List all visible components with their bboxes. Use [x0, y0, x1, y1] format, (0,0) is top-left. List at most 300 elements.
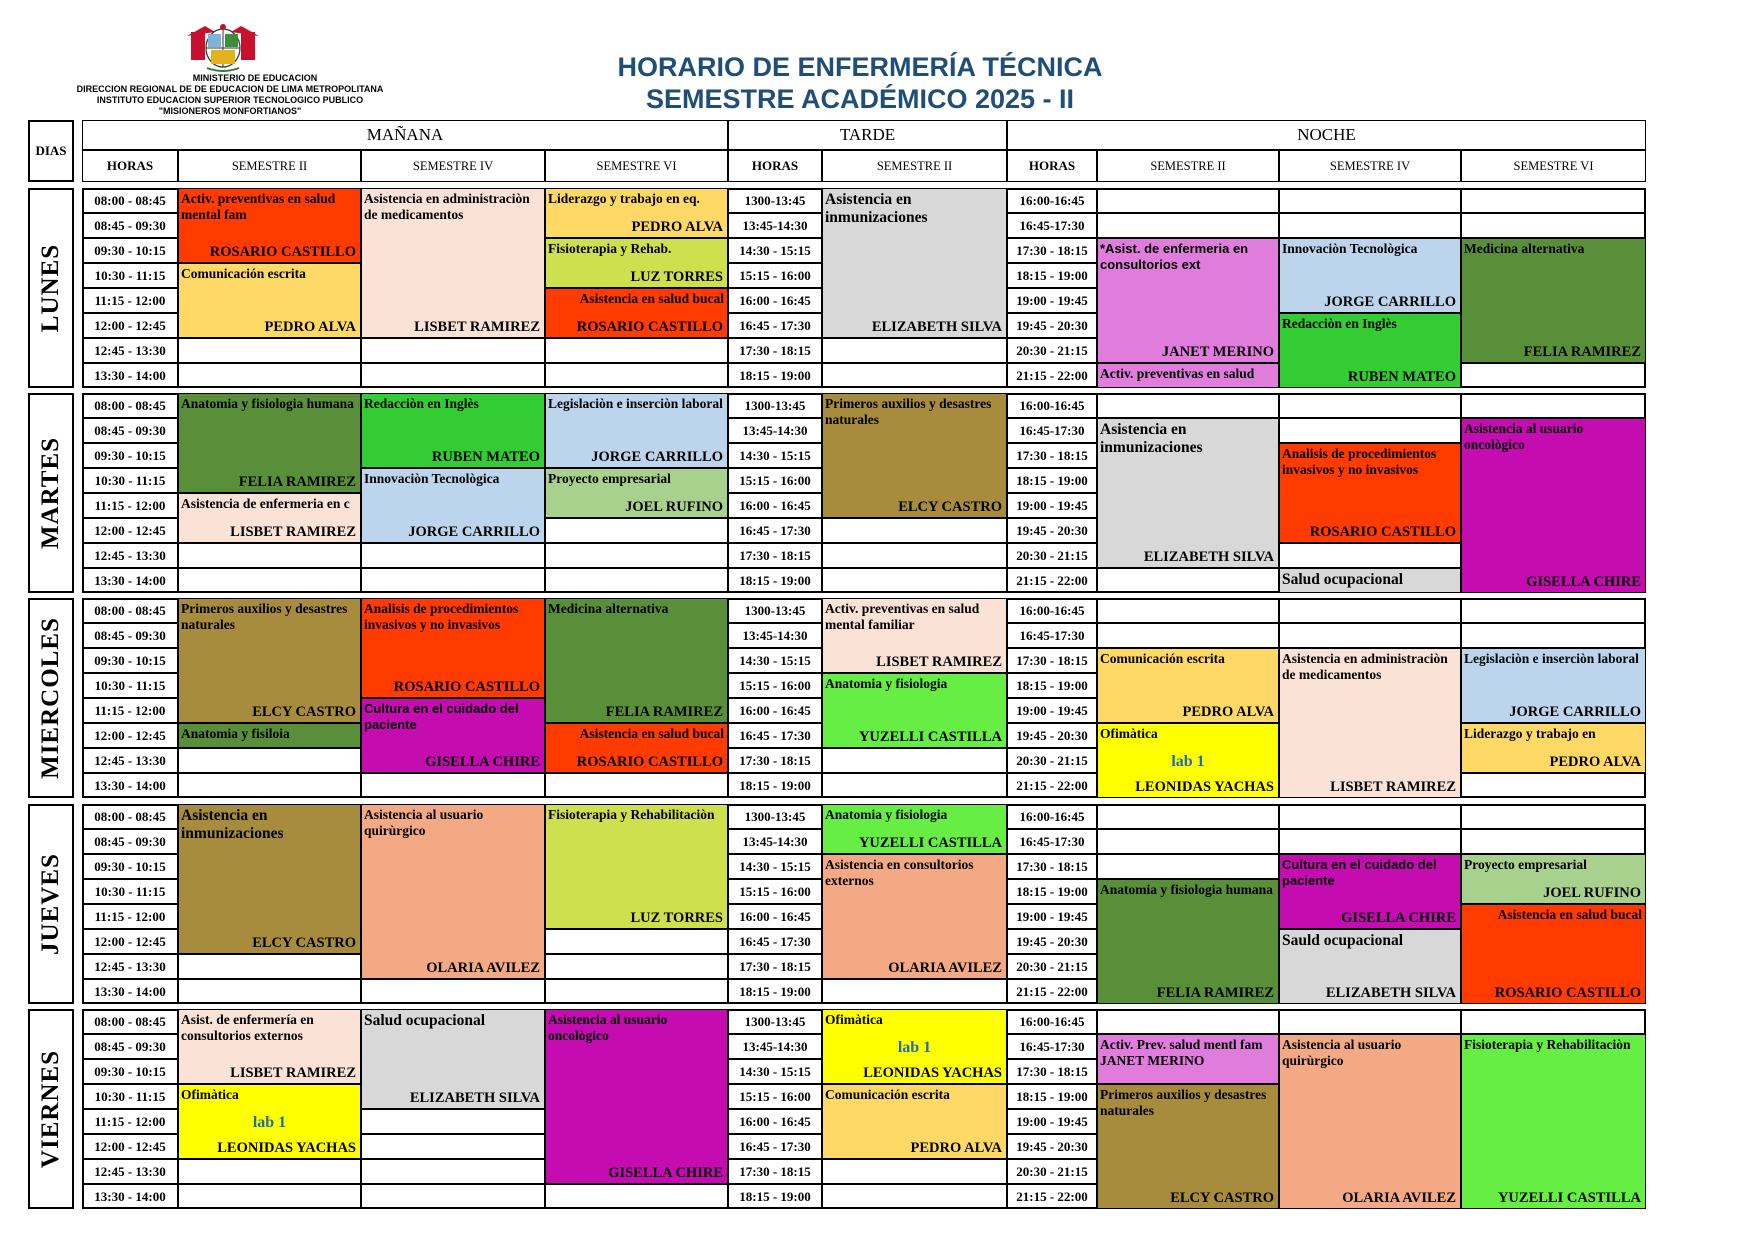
empty-slot[interactable] [361, 1109, 545, 1134]
empty-slot[interactable] [822, 543, 1007, 568]
time-cell-manana: 09:30 - 10:15 [82, 648, 178, 673]
day-label-jueves [28, 804, 74, 1004]
empty-slot[interactable] [361, 568, 545, 593]
time-cell-tarde: 15:15 - 16:00 [728, 468, 822, 493]
time-cell-tarde: 17:30 - 18:15 [728, 338, 822, 363]
time-cell-manana: 12:45 - 13:30 [82, 748, 178, 773]
class-subject: Asistencia al usuario oncològico [548, 1012, 668, 1043]
class-block[interactable] [1097, 1084, 1279, 1209]
empty-slot[interactable] [822, 773, 1007, 798]
empty-slot[interactable] [822, 979, 1007, 1004]
class-block[interactable] [1461, 723, 1646, 773]
day-label-text: MARTES [37, 436, 64, 550]
class-teacher: LISBET RAMIREZ [230, 1065, 356, 1081]
class-subject: Asistencia de enfermeria en c [181, 496, 350, 511]
time-cell-tarde: 16:00 - 16:45 [728, 1109, 822, 1134]
time-cell-tarde: 16:45 - 17:30 [728, 1134, 822, 1159]
empty-slot[interactable] [1461, 598, 1646, 623]
time-cell-manana: 09:30 - 10:15 [82, 854, 178, 879]
empty-slot[interactable] [361, 773, 545, 798]
page-subtitle: SEMESTRE ACADÉMICO 2025 - II [645, 84, 1075, 114]
empty-slot[interactable] [1097, 854, 1279, 879]
empty-slot[interactable] [822, 1184, 1007, 1209]
class-block[interactable] [822, 598, 1007, 673]
class-block[interactable] [1279, 648, 1461, 798]
class-subject: Activ. preventivas en salud mental familiar [825, 601, 980, 632]
empty-slot[interactable] [1097, 829, 1279, 854]
class-block[interactable] [1097, 648, 1279, 723]
time-cell-tarde: 16:45 - 17:30 [728, 723, 822, 748]
time-cell-noche: 19:00 - 19:45 [1007, 904, 1097, 929]
empty-slot[interactable] [545, 363, 728, 388]
school-name-label: "MISIONEROS MONFORTIANOS" [158, 106, 302, 116]
time-cell-tarde: 17:30 - 18:15 [728, 543, 822, 568]
empty-slot[interactable] [178, 748, 361, 773]
day-label-text: VIERNES [37, 1049, 64, 1169]
time-cell-tarde: 13:45-14:30 [728, 1034, 822, 1059]
horas-header-tarde: HORAS [728, 150, 822, 182]
time-cell-manana: 13:30 - 14:00 [82, 773, 178, 798]
empty-slot[interactable] [822, 1159, 1007, 1184]
class-subject: Asistencia al usuario quirùrgico [1282, 1037, 1402, 1068]
empty-slot[interactable] [1461, 773, 1646, 798]
empty-slot[interactable] [178, 363, 361, 388]
class-teacher: OLARIA AVILEZ [426, 960, 540, 976]
class-block[interactable] [178, 1009, 361, 1084]
time-cell-manana: 08:00 - 08:45 [82, 393, 178, 418]
empty-slot[interactable] [545, 1184, 728, 1209]
time-cell-tarde: 15:15 - 16:00 [728, 263, 822, 288]
class-block[interactable] [361, 468, 545, 543]
class-block[interactable] [545, 1009, 728, 1184]
empty-slot[interactable] [1461, 804, 1646, 829]
class-teacher: PEDRO ALVA [910, 1140, 1002, 1156]
class-teacher: ROSARIO CASTILLO [1309, 524, 1456, 540]
time-cell-noche: 17:30 - 18:15 [1007, 443, 1097, 468]
empty-slot[interactable] [545, 518, 728, 543]
class-teacher: ELCY CASTRO [1170, 1190, 1274, 1206]
time-cell-manana: 12:00 - 12:45 [82, 518, 178, 543]
class-block[interactable] [1097, 418, 1279, 568]
time-cell-tarde: 15:15 - 16:00 [728, 1084, 822, 1109]
class-subject: Analisis de procedimientos invasivos y no invasivos [1282, 446, 1437, 477]
ministry-label: MINISTERIO DE EDUCACION [192, 73, 318, 83]
class-block[interactable] [178, 188, 361, 263]
sem2-header-tarde: SEMESTRE II [822, 150, 1007, 182]
time-cell-manana: 11:15 - 12:00 [82, 904, 178, 929]
day-label-text: LUNES [37, 243, 64, 333]
class-block[interactable] [545, 288, 728, 338]
empty-slot[interactable] [178, 954, 361, 979]
time-cell-tarde: 1300-13:45 [728, 598, 822, 623]
time-cell-manana: 13:30 - 14:00 [82, 363, 178, 388]
class-subject: Asistencia en salud bucal [579, 291, 724, 306]
time-cell-noche: 19:45 - 20:30 [1007, 518, 1097, 543]
time-cell-manana: 10:30 - 11:15 [82, 263, 178, 288]
time-cell-noche: 20:30 - 21:15 [1007, 1159, 1097, 1184]
day-label-text: MIERCOLES [37, 617, 64, 779]
time-cell-tarde: 13:45-14:30 [728, 213, 822, 238]
class-subject: Activ. preventivas en salud [1100, 366, 1255, 381]
empty-slot[interactable] [822, 748, 1007, 773]
class-block[interactable] [1097, 1034, 1279, 1084]
class-teacher: ROSARIO CASTILLO [393, 679, 540, 695]
time-cell-noche: 19:45 - 20:30 [1007, 929, 1097, 954]
class-block[interactable] [361, 188, 545, 338]
class-block[interactable] [1097, 363, 1279, 388]
class-block[interactable] [545, 393, 728, 468]
class-teacher: FELIA RAMIREZ [605, 704, 723, 720]
empty-slot[interactable] [361, 979, 545, 1004]
class-block[interactable] [361, 393, 545, 468]
class-subject: Asistencia en administraciòn de medicamentos [364, 191, 530, 222]
empty-slot[interactable] [1279, 804, 1461, 829]
class-teacher: LEONIDAS YACHAS [1135, 779, 1274, 795]
time-cell-noche: 16:45-17:30 [1007, 213, 1097, 238]
empty-slot[interactable] [545, 543, 728, 568]
class-block[interactable] [1461, 238, 1646, 363]
empty-slot[interactable] [1097, 623, 1279, 648]
class-teacher: ROSARIO CASTILLO [576, 319, 723, 335]
class-subject: Primeros auxilios y desastres naturales [1100, 1087, 1267, 1118]
class-block[interactable] [361, 1009, 545, 1109]
class-teacher: FELIA RAMIREZ [1523, 344, 1641, 360]
time-cell-tarde: 16:00 - 16:45 [728, 698, 822, 723]
class-teacher: GISELLA CHIRE [1526, 574, 1641, 590]
time-cell-noche: 19:45 - 20:30 [1007, 313, 1097, 338]
class-teacher: ELIZABETH SILVA [1143, 549, 1274, 565]
time-cell-manana: 08:45 - 09:30 [82, 829, 178, 854]
class-subject: Redacciòn en Inglès [1282, 316, 1397, 331]
time-cell-tarde: 16:45 - 17:30 [728, 929, 822, 954]
empty-slot[interactable] [1461, 829, 1646, 854]
time-cell-manana: 10:30 - 11:15 [82, 673, 178, 698]
class-subject: Anatomia y fisiologia [825, 676, 948, 691]
class-block[interactable] [178, 1084, 361, 1159]
time-cell-noche: 16:00-16:45 [1007, 188, 1097, 213]
class-teacher: ELIZABETH SILVA [871, 319, 1002, 335]
class-teacher: OLARIA AVILEZ [888, 960, 1002, 976]
time-cell-tarde: 16:45 - 17:30 [728, 313, 822, 338]
class-subject: Analisis de procedimientos invasivos y no invasivos [364, 601, 519, 632]
class-block[interactable] [1279, 568, 1461, 593]
time-cell-manana: 09:30 - 10:15 [82, 443, 178, 468]
time-cell-manana: 08:00 - 08:45 [82, 804, 178, 829]
empty-slot[interactable] [1279, 1009, 1461, 1034]
time-cell-manana: 10:30 - 11:15 [82, 879, 178, 904]
empty-slot[interactable] [1097, 393, 1279, 418]
empty-slot[interactable] [1279, 829, 1461, 854]
empty-slot[interactable] [1097, 1009, 1279, 1034]
class-teacher: ROSARIO CASTILLO [576, 754, 723, 770]
empty-slot[interactable] [1279, 418, 1461, 443]
time-cell-tarde: 13:45-14:30 [728, 623, 822, 648]
class-block[interactable] [545, 723, 728, 773]
class-block[interactable] [361, 698, 545, 773]
class-block[interactable] [545, 468, 728, 518]
class-block[interactable] [1097, 879, 1279, 1004]
class-subject: Proyecto empresarial [1464, 857, 1587, 872]
empty-slot[interactable] [1461, 623, 1646, 648]
class-subject: Cultura en el cuidado del paciente [364, 701, 519, 732]
time-cell-manana: 12:45 - 13:30 [82, 338, 178, 363]
class-block[interactable] [1279, 313, 1461, 388]
class-teacher: PEDRO ALVA [1549, 754, 1641, 770]
class-subject: Asistencia al usuario quirùrgico [364, 807, 484, 838]
empty-slot[interactable] [545, 568, 728, 593]
empty-slot[interactable] [178, 568, 361, 593]
empty-slot[interactable] [545, 929, 728, 954]
time-cell-tarde: 18:15 - 19:00 [728, 363, 822, 388]
empty-slot[interactable] [822, 518, 1007, 543]
time-cell-noche: 16:00-16:45 [1007, 1009, 1097, 1034]
time-cell-tarde: 14:30 - 15:15 [728, 854, 822, 879]
empty-slot[interactable] [545, 979, 728, 1004]
class-subject: Asistencia en consultorios externos [825, 857, 974, 888]
class-block[interactable] [1279, 1034, 1461, 1209]
empty-slot[interactable] [1461, 213, 1646, 238]
time-cell-manana: 08:00 - 08:45 [82, 598, 178, 623]
class-teacher: OLARIA AVILEZ [1342, 1190, 1456, 1206]
empty-slot[interactable] [1461, 393, 1646, 418]
time-cell-manana: 08:00 - 08:45 [82, 188, 178, 213]
class-block[interactable] [1461, 904, 1646, 1004]
time-cell-noche: 19:00 - 19:45 [1007, 698, 1097, 723]
class-subject: Legislaciòn e inserciòn laboral [548, 396, 723, 411]
time-cell-manana: 11:15 - 12:00 [82, 288, 178, 313]
class-block[interactable] [1279, 238, 1461, 313]
class-block[interactable] [1097, 238, 1279, 363]
empty-slot[interactable] [1461, 188, 1646, 213]
period-header-tarde: TARDE [728, 120, 1007, 150]
empty-slot[interactable] [1279, 543, 1461, 568]
day-label-viernes [28, 1009, 74, 1209]
class-teacher: RUBEN MATEO [431, 449, 540, 465]
time-cell-tarde: 1300-13:45 [728, 804, 822, 829]
time-cell-tarde: 1300-13:45 [728, 188, 822, 213]
empty-slot[interactable] [1461, 363, 1646, 388]
sem6-header-noche: SEMESTRE VI [1461, 150, 1646, 182]
empty-slot[interactable] [361, 338, 545, 363]
time-cell-noche: 17:30 - 18:15 [1007, 238, 1097, 263]
class-teacher: ELCY CASTRO [252, 935, 356, 951]
page-title: HORARIO DE ENFERMERÍA TÉCNICA [617, 52, 1103, 82]
class-teacher: GISELLA CHIRE [425, 754, 540, 770]
class-block[interactable] [822, 188, 1007, 338]
empty-slot[interactable] [178, 979, 361, 1004]
empty-slot[interactable] [1097, 568, 1279, 593]
class-teacher: LISBET RAMIREZ [876, 654, 1002, 670]
time-cell-noche: 16:00-16:45 [1007, 804, 1097, 829]
time-cell-noche: 21:15 - 22:00 [1007, 568, 1097, 593]
time-cell-noche: 21:15 - 22:00 [1007, 979, 1097, 1004]
class-block[interactable] [361, 598, 545, 698]
dias-header: DIAS [28, 120, 74, 182]
empty-slot[interactable] [178, 773, 361, 798]
class-block[interactable] [822, 1009, 1007, 1084]
time-cell-noche: 16:00-16:45 [1007, 393, 1097, 418]
empty-slot[interactable] [1279, 598, 1461, 623]
time-cell-manana: 08:45 - 09:30 [82, 623, 178, 648]
class-block[interactable] [178, 493, 361, 543]
time-cell-noche: 17:30 - 18:15 [1007, 648, 1097, 673]
time-cell-manana: 08:45 - 09:30 [82, 213, 178, 238]
class-subject: Comunicación escrita [825, 1087, 950, 1102]
time-cell-tarde: 1300-13:45 [728, 393, 822, 418]
empty-slot[interactable] [1461, 1009, 1646, 1034]
empty-slot[interactable] [1097, 188, 1279, 213]
class-subject: Activ. preventivas en salud mental fam [181, 191, 336, 222]
peru-crest-logo [183, 22, 263, 74]
class-block[interactable] [1461, 854, 1646, 904]
empty-slot[interactable] [178, 1159, 361, 1184]
time-cell-noche: 21:15 - 22:00 [1007, 363, 1097, 388]
empty-slot[interactable] [361, 1134, 545, 1159]
class-block[interactable] [178, 598, 361, 723]
class-block[interactable] [1097, 723, 1279, 798]
sem4-header-noche: SEMESTRE IV [1279, 150, 1461, 182]
empty-slot[interactable] [361, 1184, 545, 1209]
class-block[interactable] [822, 673, 1007, 748]
class-block[interactable] [1461, 648, 1646, 723]
horas-header-noche: HORAS [1007, 150, 1097, 182]
class-teacher: ELIZABETH SILVA [409, 1090, 540, 1106]
time-cell-tarde: 17:30 - 18:15 [728, 954, 822, 979]
empty-slot[interactable] [178, 543, 361, 568]
class-block[interactable] [545, 598, 728, 723]
class-block[interactable] [178, 263, 361, 338]
time-cell-manana: 13:30 - 14:00 [82, 1184, 178, 1209]
class-block[interactable] [1279, 443, 1461, 543]
day-label-lunes [28, 188, 74, 388]
empty-slot[interactable] [545, 954, 728, 979]
empty-slot[interactable] [1097, 213, 1279, 238]
class-block[interactable] [545, 188, 728, 238]
lab-note: lab 1 [1171, 753, 1205, 770]
empty-slot[interactable] [822, 363, 1007, 388]
class-block[interactable] [822, 854, 1007, 979]
class-block[interactable] [545, 804, 728, 929]
class-subject: Primeros auxilios y desastres naturales [181, 601, 348, 632]
horas-header-manana: HORAS [82, 150, 178, 182]
empty-slot[interactable] [361, 543, 545, 568]
class-subject: Primeros auxilios y desastres naturales [825, 396, 992, 427]
time-cell-noche: 20:30 - 21:15 [1007, 748, 1097, 773]
class-subject: Redacciòn en Inglès [364, 396, 479, 411]
empty-slot[interactable] [1097, 598, 1279, 623]
time-cell-tarde: 18:15 - 19:00 [728, 1184, 822, 1209]
class-subject: Asistencia en salud bucal [1497, 907, 1642, 922]
class-block[interactable] [178, 393, 361, 493]
empty-slot[interactable] [1279, 213, 1461, 238]
time-cell-noche: 16:45-17:30 [1007, 829, 1097, 854]
class-block[interactable] [178, 723, 361, 748]
empty-slot[interactable] [178, 338, 361, 363]
time-cell-manana: 12:00 - 12:45 [82, 1134, 178, 1159]
institute-label: INSTITUTO EDUCACION SUPERIOR TECNOLOGICO PUBLICO [96, 95, 364, 105]
class-block[interactable] [822, 393, 1007, 518]
time-cell-tarde: 1300-13:45 [728, 1009, 822, 1034]
class-subject: Ofimàtica [181, 1087, 239, 1102]
class-subject: Asistencia en inmunizaciones [181, 807, 284, 842]
time-cell-tarde: 18:15 - 19:00 [728, 979, 822, 1004]
class-subject: Innovaciòn Tecnològica [364, 471, 500, 486]
time-cell-noche: 19:45 - 20:30 [1007, 723, 1097, 748]
time-cell-noche: 20:30 - 21:15 [1007, 338, 1097, 363]
time-cell-manana: 09:30 - 10:15 [82, 238, 178, 263]
day-label-text: JUEVES [37, 853, 64, 955]
class-subject: Anatomia y fisiloia [181, 726, 290, 741]
time-cell-tarde: 13:45-14:30 [728, 418, 822, 443]
class-block[interactable] [1461, 1034, 1646, 1209]
class-block[interactable] [178, 804, 361, 954]
class-block[interactable] [545, 238, 728, 288]
class-block[interactable] [361, 804, 545, 979]
class-block[interactable] [822, 1084, 1007, 1159]
class-teacher: YUZELLI CASTILLA [858, 835, 1002, 851]
lab-note: lab 1 [252, 1114, 287, 1131]
time-cell-tarde: 14:30 - 15:15 [728, 1059, 822, 1084]
empty-slot[interactable] [822, 568, 1007, 593]
class-subject: Comunicación escrita [181, 266, 306, 281]
period-header-noche: NOCHE [1007, 120, 1646, 150]
class-subject: Asistencia en salud bucal [579, 726, 724, 741]
class-block[interactable] [1461, 418, 1646, 593]
time-cell-noche: 16:45-17:30 [1007, 418, 1097, 443]
class-subject: Salud ocupacional [1282, 571, 1404, 588]
class-teacher: FELIA RAMIREZ [1156, 985, 1274, 1001]
class-subject: Asistencia en administraciòn de medicamentos [1282, 651, 1448, 682]
empty-slot[interactable] [1279, 393, 1461, 418]
time-cell-noche: 21:15 - 22:00 [1007, 1184, 1097, 1209]
time-cell-manana: 12:00 - 12:45 [82, 723, 178, 748]
class-subject: Cultura en el cuidado del paciente [1282, 857, 1437, 888]
empty-slot[interactable] [1279, 188, 1461, 213]
class-teacher: PEDRO ALVA [1182, 704, 1274, 720]
empty-slot[interactable] [1279, 623, 1461, 648]
time-cell-tarde: 14:30 - 15:15 [728, 443, 822, 468]
empty-slot[interactable] [178, 1184, 361, 1209]
class-subject: Salud ocupacional [364, 1012, 486, 1029]
empty-slot[interactable] [545, 338, 728, 363]
time-cell-manana: 12:00 - 12:45 [82, 929, 178, 954]
empty-slot[interactable] [822, 338, 1007, 363]
day-label-martes [28, 393, 74, 593]
class-subject: Anatomia y fisiologia [825, 807, 948, 822]
class-teacher: JOEL RUFINO [625, 499, 723, 515]
time-cell-manana: 12:45 - 13:30 [82, 543, 178, 568]
class-subject: Asistencia en inmunizaciones [825, 191, 928, 226]
empty-slot[interactable] [361, 363, 545, 388]
empty-slot[interactable] [361, 1159, 545, 1184]
time-cell-tarde: 16:00 - 16:45 [728, 904, 822, 929]
class-subject: Medicina alternativa [548, 601, 669, 616]
class-block[interactable] [822, 804, 1007, 854]
class-subject: Medicina alternativa [1464, 241, 1585, 256]
class-teacher: RUBEN MATEO [1347, 369, 1456, 385]
empty-slot[interactable] [545, 773, 728, 798]
empty-slot[interactable] [1097, 804, 1279, 829]
class-subject: Liderazgo y trabajo en eq. [548, 191, 700, 206]
class-teacher: JORGE CARRILLO [591, 449, 723, 465]
time-cell-noche: 18:15 - 19:00 [1007, 263, 1097, 288]
class-block[interactable] [1279, 854, 1461, 929]
time-cell-tarde: 16:00 - 16:45 [728, 493, 822, 518]
class-block[interactable] [1279, 929, 1461, 1004]
time-cell-tarde: 14:30 - 15:15 [728, 238, 822, 263]
class-teacher: YUZELLI CASTILLA [858, 729, 1002, 745]
time-cell-tarde: 17:30 - 18:15 [728, 1159, 822, 1184]
